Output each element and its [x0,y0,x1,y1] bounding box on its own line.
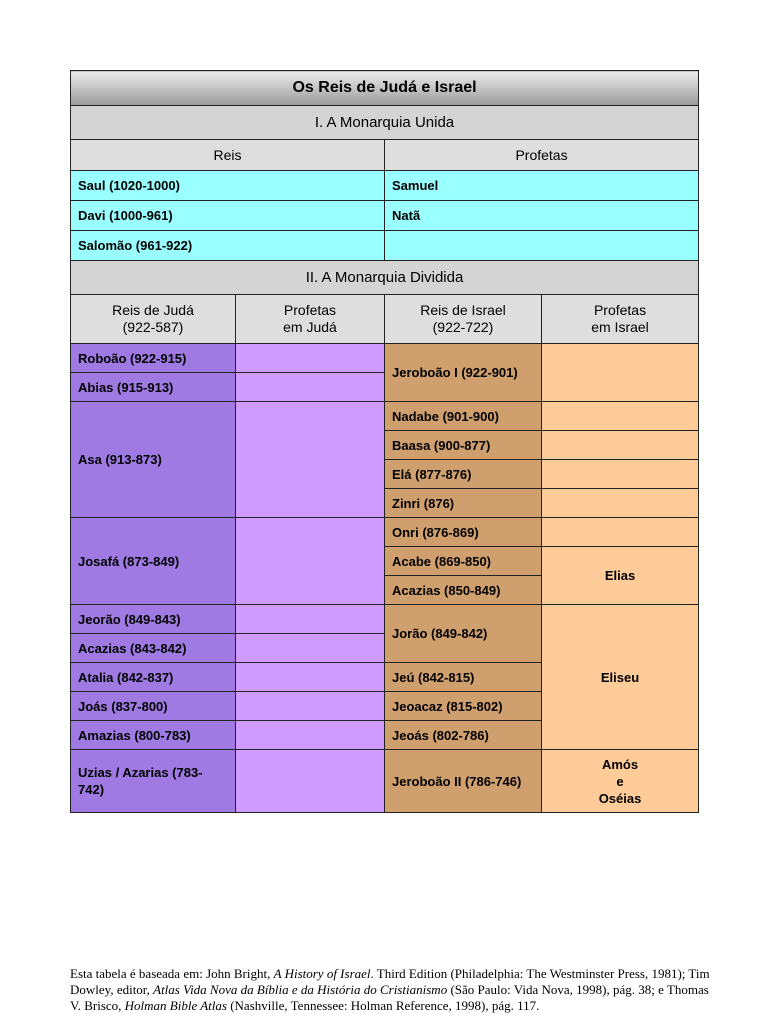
judah-king: Asa (913-873) [71,402,236,518]
col-judah-prophets-label-2: em Judá [283,319,337,335]
footnote-title: Atlas Vida Nova da Bíblia e da História do Cristianismo [153,982,448,997]
footnote-text: Esta tabela é baseada em: John Bright, [70,966,274,981]
col-judah-prophets [236,295,385,344]
judah-prophet-cell [236,750,385,813]
israel-king: Nadabe (901-900) [385,402,542,431]
israel-prophet-eliseu: Eliseu [542,605,699,750]
prophet-oseias: Oséias [598,790,642,806]
israel-king: Jorão (849-842) [385,605,542,663]
prophet-and: e [616,773,624,789]
judah-king: Atalia (842-837) [71,663,236,692]
judah-king: Amazias (800-783) [71,721,236,750]
footnote-text: (São Paulo: Vida Nova, 1998), pág. 38; e Thomas V. Brisco, [70,982,709,1013]
united-prophet: Samuel [385,171,699,201]
israel-king: Baasa (900-877) [385,431,542,460]
israel-king: Jeroboão I (922-901) [385,344,542,402]
col-judah-kings [71,295,236,344]
israel-prophet-cell [542,460,699,489]
israel-prophet-elias: Elias [542,547,699,605]
israel-king: Jeroboão II (786-746) [385,750,542,813]
israel-prophet-cell [542,518,699,547]
judah-king: Uzias / Azarias (783-742) [71,750,236,813]
footnote-text: (Nashville, Tennessee: Holman Reference, 1998), pág. 117. [226,998,540,1013]
israel-king: Acabe (869-850) [385,547,542,576]
judah-prophet-cell [236,373,385,402]
judah-king: Roboão (922-915) [71,344,236,373]
col-israel-kings-label: Reis de Israel [420,302,506,318]
judah-prophet-cell [236,692,385,721]
judah-king: Acazias (843-842) [71,634,236,663]
judah-king: Joás (837-800) [71,692,236,721]
israel-king: Jeú (842-815) [385,663,542,692]
united-prophet: Natã [385,201,699,231]
united-prophet [385,231,699,261]
judah-prophet-cell [236,721,385,750]
judah-prophet-cell [236,663,385,692]
judah-king: Josafá (873-849) [71,518,236,605]
israel-king: Onri (876-869) [385,518,542,547]
divided-monarchy-heading: II. A Monarquia Dividida [71,261,699,295]
judah-prophet-cell [236,605,385,634]
israel-king: Acazias (850-849) [385,576,542,605]
prophet-amos: Amós [601,756,639,772]
col-judah-kings-dates: (922-587) [122,319,184,335]
col-israel-kings [385,295,542,344]
united-monarchy-heading: I. A Monarquia Unida [71,106,699,140]
israel-prophet-cell [542,344,699,402]
israel-king: Jeoacaz (815-802) [385,692,542,721]
col-israel-kings-dates: (922-722) [432,319,494,335]
table-title: Os Reis de Judá e Israel [71,71,699,106]
united-king: Salomão (961-922) [71,231,385,261]
united-king: Davi (1000-961) [71,201,385,231]
israel-prophet-cell [542,431,699,460]
israel-king: Elá (877-876) [385,460,542,489]
judah-prophet-cell [236,518,385,605]
judah-king: Abias (915-913) [71,373,236,402]
footnote-text: . Third Edition (Philadelphia: The Westminster Press, 1981); Tim Dowley, editor, [70,966,710,997]
footnote-title: Holman Bible Atlas [124,998,227,1013]
judah-prophet-cell [236,402,385,518]
col-israel-prophets-label-2: em Israel [591,319,649,335]
united-king: Saul (1020-1000) [71,171,385,201]
judah-prophet-cell [236,634,385,663]
col-judah-kings-label: Reis de Judá [112,302,194,318]
col-israel-prophets [542,295,699,344]
israel-prophet-cell [542,489,699,518]
israel-prophet-cell [542,402,699,431]
footnote-title: A History of Israel [273,966,371,981]
judah-prophet-cell [236,344,385,373]
col-judah-prophets-label: Profetas [283,302,337,318]
israel-king: Zinri (876) [385,489,542,518]
footnote [70,966,710,1014]
col-kings: Reis [71,140,385,171]
col-prophets: Profetas [385,140,699,171]
israel-king: Jeoás (802-786) [385,721,542,750]
kings-table [70,70,699,813]
col-israel-prophets-label: Profetas [593,302,647,318]
israel-prophet-amos-oseias [542,750,699,813]
judah-king: Jeorão (849-843) [71,605,236,634]
